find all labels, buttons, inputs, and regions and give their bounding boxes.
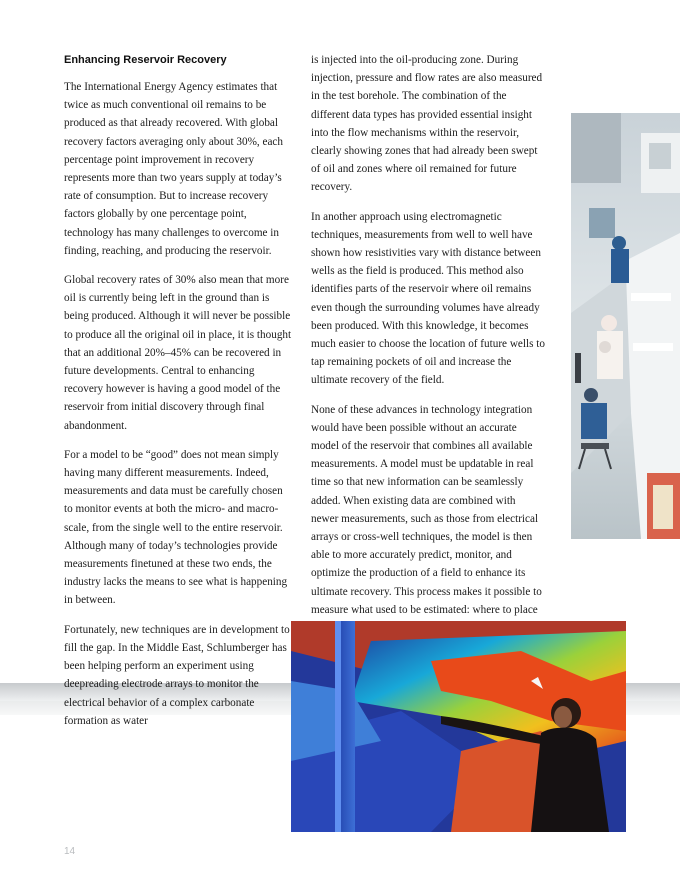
reservoir-model-photo xyxy=(291,621,626,832)
paragraph: Fortunately, new techniques are in development to fill the gap. In the Middle East, Schlumberger has been helping perform an experiment using deepreading electrode arrays to monitor the electrical behavior of a complex carbonate formation as water xyxy=(64,623,290,727)
left-column xyxy=(64,51,294,741)
paragraph: The International Energy Agency estimates that twice as much conventional oil remains to be produced as that already recovered. With global recovery factors averaging only about 30%, each percentage point improvement in recovery represents more than two years supply at today’s rate of consumption. But to increase recovery factors globally by one percentage point, technology has many challenges to overcome in finding, reaching, and producing the reservoir. xyxy=(64,81,283,257)
laboratory-photo-graphic xyxy=(571,113,680,539)
paragraph: For a model to be “good” does not mean simply having many different measurements. Indeed, measurements and data must be carefully chosen to monitor events at both the micro- and macro-scale, from the single well to the entire reservoir. Although many of today’s technologies provide measurements finetuned at these two ends, the industry lacks the means to see what is happening in between. xyxy=(64,448,288,607)
section-heading: Enhancing Reservoir Recovery xyxy=(64,54,227,66)
right-column xyxy=(311,51,545,685)
paragraph: is injected into the oil-producing zone. During injection, pressure and flow rates are also measured in the test borehole. The combination of the different data types has provided essential insight into the flow mechanisms within the reservoir, clearly showing zones that had already been swept of oil and zones where oil remained for future recovery. xyxy=(311,54,543,194)
reservoir-model-graphic xyxy=(291,621,626,832)
paragraph: None of these advances in technology integration would have been possible without an accurate model of the reservoir that combines all available measurements. A model must be updatable in real time so that new information can be seamlessly added. When existing data are combined with newer measurements, such as those from electrical arrays or cross-well techniques, the model is then able to more accurately predict, monitor, and optimize the production of a field to enhance its ultimate recovery. This process makes it possible to measure what used to be estimated: where to place xyxy=(311,403,542,616)
page-number: 14 xyxy=(64,846,76,857)
laboratory-photo xyxy=(571,113,680,539)
paragraph: Global recovery rates of 30% also mean that more oil is currently being left in the ground than is being produced. Although it will never be possible to produce all the original oil in place, it is thought that an additional 20%–45% can be recovered in future developments. Central to enhancing recovery however is having a good model of the reservoir from initial discovery through final abandonment. xyxy=(64,274,292,432)
paragraph: In another approach using electromagnetic techniques, measurements from well to well have shown how resistivities vary with distance between wells as the field is produced. This method also identifies parts of the reservoir where oil remains even though the surrounding volumes have already been produced. With this knowledge, it becomes much easier to choose the location of future wells to tap remaining pockets of oil and increase the ultimate recovery of the field. xyxy=(311,210,545,387)
